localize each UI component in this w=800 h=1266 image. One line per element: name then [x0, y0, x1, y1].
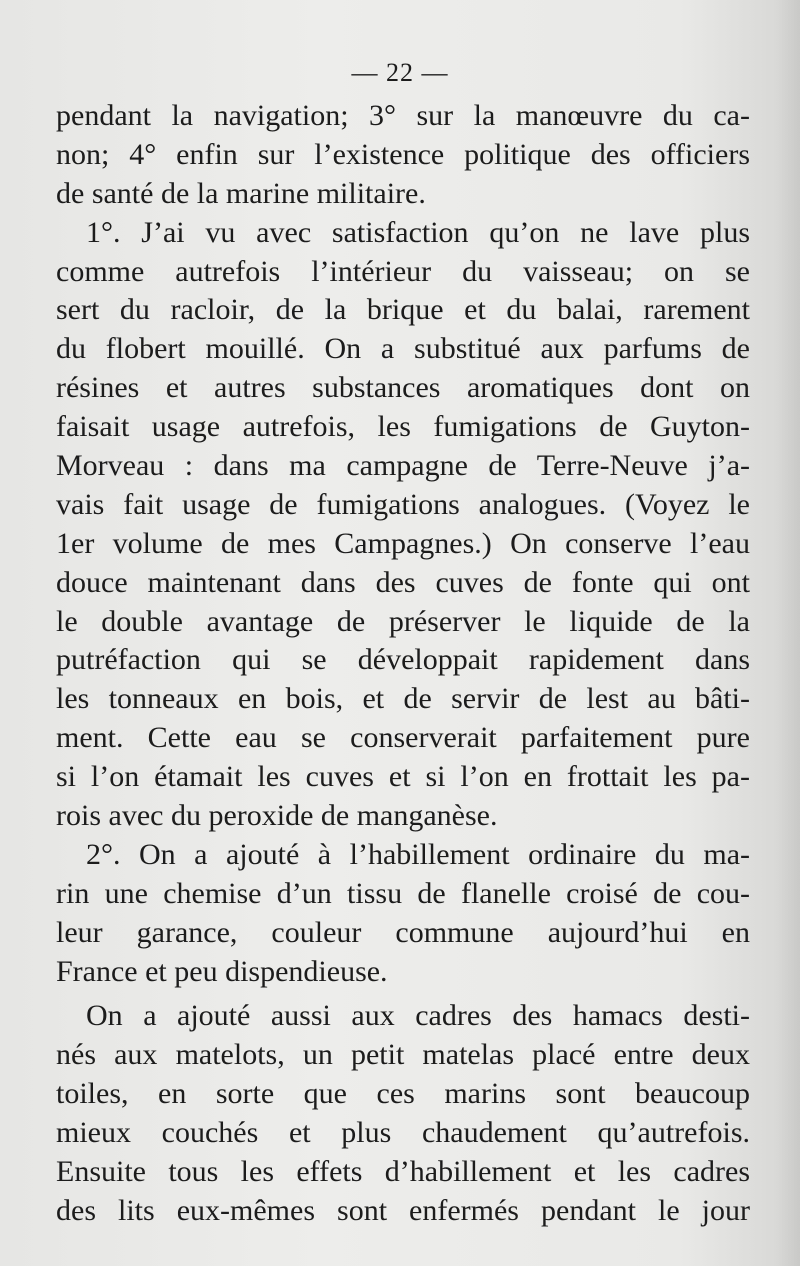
text-line: Ensuite tous les effets d’habillement et les cadres	[56, 1155, 750, 1189]
text-line: les tonneaux en bois, et de servir de lest au bâti-	[56, 682, 750, 716]
text-line: si l’on étamait les cuves et si l’on en frottait les pa-	[56, 760, 750, 794]
text-line: ment. Cette eau se conserverait parfaitement pure	[56, 721, 750, 755]
text-line: Morveau : dans ma campagne de Terre-Neuve j’a-	[56, 449, 750, 483]
text-line: rois avec du peroxide de manganèse.	[56, 799, 498, 833]
text-line: sert du racloir, de la brique et du balai, rarement	[56, 293, 750, 327]
text-line: de santé de la marine militaire.	[56, 176, 426, 210]
text-line: vais fait usage de fumigations analogues. (Voyez le	[56, 487, 750, 521]
text-line: 1°. J’ai vu avec satisfaction qu’on ne lave plus	[86, 215, 750, 249]
text-line: toiles, en sorte que ces marins sont beaucoup	[56, 1077, 750, 1111]
text-line: non; 4° enfin sur l’existence politique des officiers	[56, 137, 750, 171]
text-line: des lits eux-mêmes sont enfermés pendant le jour	[56, 1193, 750, 1227]
text-line: résines et autres substances aromatiques dont on	[56, 371, 750, 405]
text-line: du flobert mouillé. On a substitué aux parfums de	[56, 332, 750, 366]
text-line: comme autrefois l’intérieur du vaisseau; on se	[56, 254, 750, 288]
text-line: France et peu dispendieuse.	[56, 954, 388, 988]
text-line: leur garance, couleur commune aujourd’hui en	[56, 915, 750, 949]
body-text	[56, 97, 750, 1231]
text-line: le double avantage de préserver le liquide de la	[56, 604, 750, 638]
text-line: mieux couchés et plus chaudement qu’autrefois.	[56, 1116, 750, 1150]
text-line: nés aux matelots, un petit matelas placé entre deux	[56, 1038, 750, 1072]
text-line: rin une chemise d’un tissu de flanelle croisé de cou-	[56, 876, 750, 910]
text-line: douce maintenant dans des cuves de fonte qui ont	[56, 565, 750, 599]
text-line: 1er volume de mes Campagnes.) On conserve l’eau	[56, 526, 750, 560]
text-line: faisait usage autrefois, les fumigations de Guyton-	[56, 410, 750, 444]
text-line: On a ajouté aussi aux cadres des hamacs desti-	[86, 999, 750, 1033]
text-line: 2°. On a ajouté à l’habillement ordinaire du ma-	[86, 837, 750, 871]
text-line: putréfaction qui se développait rapidement dans	[56, 643, 750, 677]
page-number: — 22 —	[351, 58, 449, 87]
text-line: pendant la navigation; 3° sur la manœuvre du ca-	[56, 99, 750, 132]
